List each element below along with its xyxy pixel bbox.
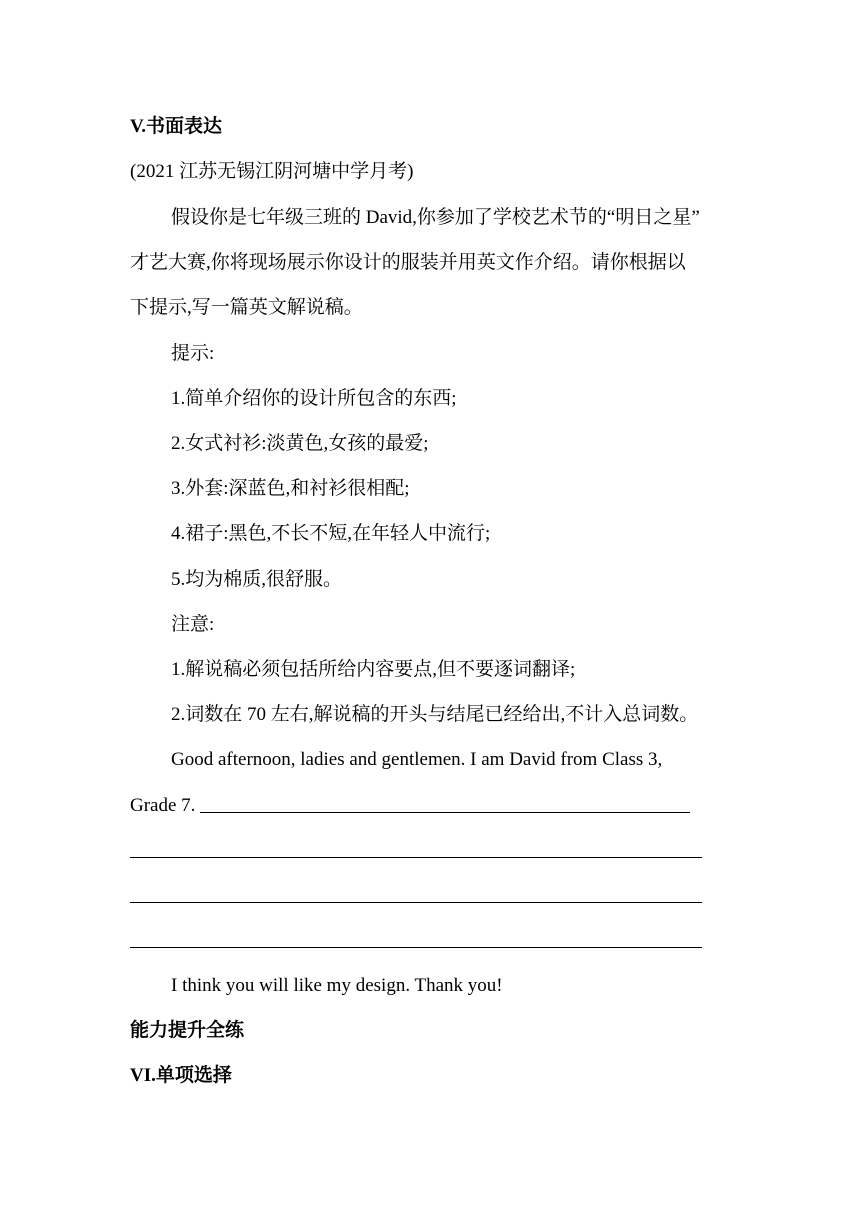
section-vi-heading: VI.单项选择 xyxy=(130,1065,232,1086)
opening-line-1: Good afternoon, ladies and gentlemen. I am David from Class 3, xyxy=(171,749,663,770)
answer-blank-1[interactable] xyxy=(200,812,690,813)
answer-blank-2[interactable] xyxy=(130,857,702,858)
hint-item-5: 5.均为棉质,很舒服。 xyxy=(171,569,343,590)
hint-item-3: 3.外套:深蓝色,和衬衫很相配; xyxy=(171,478,410,499)
notes-label: 注意: xyxy=(171,614,215,635)
section-title: 能力提升全练 xyxy=(130,1020,245,1041)
answer-blank-3[interactable] xyxy=(130,902,702,903)
note-item-2: 2.词数在 70 左右,解说稿的开头与结尾已经给出,不计入总词数。 xyxy=(171,704,699,725)
hint-item-1: 1.简单介绍你的设计所包含的东西; xyxy=(171,388,457,409)
prompt-line-3: 下提示,写一篇英文解说稿。 xyxy=(130,297,363,318)
prompt-line-1: 假设你是七年级三班的 David,你参加了学校艺术节的“明日之星” xyxy=(171,207,700,228)
hints-label: 提示: xyxy=(171,343,215,364)
closing-line: I think you will like my design. Thank you! xyxy=(171,975,503,996)
note-item-1: 1.解说稿必须包括所给内容要点,但不要逐词翻译; xyxy=(171,659,576,680)
source-note: (2021 江苏无锡江阴河塘中学月考) xyxy=(130,161,414,182)
section-v-heading: V.书面表达 xyxy=(130,116,223,137)
opening-line-2: Grade 7. xyxy=(130,795,196,816)
hint-item-4: 4.裙子:黑色,不长不短,在年轻人中流行; xyxy=(171,523,491,544)
prompt-line-2: 才艺大赛,你将现场展示你设计的服装并用英文作介绍。请你根据以 xyxy=(130,252,686,273)
answer-blank-4[interactable] xyxy=(130,947,702,948)
hint-item-2: 2.女式衬衫:淡黄色,女孩的最爱; xyxy=(171,433,429,454)
